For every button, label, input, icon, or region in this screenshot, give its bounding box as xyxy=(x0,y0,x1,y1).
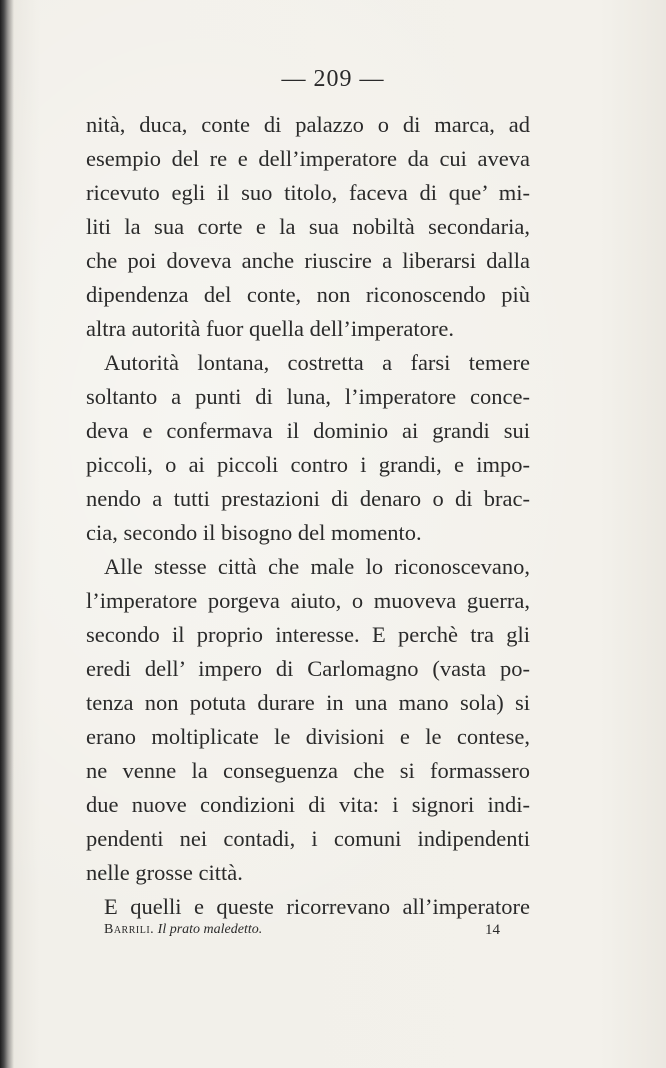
text-line: nelle grosse città. xyxy=(86,860,243,885)
text-line: l’imperatore porgeva aiuto, o muoveva guerra, xyxy=(86,588,530,613)
text-line: che poi doveva anche riuscire a liberarsi dalla xyxy=(86,248,530,273)
footer-book-title: Il prato maledetto. xyxy=(157,922,263,937)
footer-author: Barrili. xyxy=(104,922,155,937)
text-line: ne venne la conseguenza che si formassero xyxy=(86,758,530,783)
text-line: soltanto a punti di luna, l’imperatore conce- xyxy=(86,384,530,409)
footer-running-title xyxy=(104,922,262,939)
text-line: nendo a tutti prestazioni di denaro o di brac- xyxy=(86,486,530,511)
text-line: cia, secondo il bisogno del momento. xyxy=(86,520,422,545)
text-line: liti la sua corte e la sua nobiltà secondaria, xyxy=(86,214,530,239)
text-line: dipendenza del conte, non riconoscendo più xyxy=(86,282,530,307)
text-line: piccoli, o ai piccoli contro i grandi, e impo- xyxy=(86,452,530,477)
footer-signature-mark: 14 xyxy=(485,922,500,938)
text-line: pendenti nei contadi, i comuni indipendenti xyxy=(86,826,530,851)
text-line: E quelli e queste ricorrevano all’imperatore xyxy=(104,894,530,919)
text-line: secondo il proprio interesse. E perchè tra gli xyxy=(86,622,530,647)
text-line: altra autorità fuor quella dell’imperatore. xyxy=(86,316,454,341)
text-line: Autorità lontana, costretta a farsi temere xyxy=(104,350,530,375)
page-footer xyxy=(104,922,500,939)
text-line: due nuove condizioni di vita: i signori indi- xyxy=(86,792,530,817)
text-line: erano moltiplicate le divisioni e le contese, xyxy=(86,724,530,749)
text-line: nità, duca, conte di palazzo o di marca, ad xyxy=(86,112,530,137)
text-line: deva e confermava il dominio ai grandi sui xyxy=(86,418,530,443)
text-line: tenza non potuta durare in una mano sola) si xyxy=(86,690,530,715)
text-line: esempio del re e dell’imperatore da cui aveva xyxy=(86,146,530,171)
page-number: — 209 — xyxy=(281,66,385,92)
text-line: ricevuto egli il suo titolo, faceva di que’ mi- xyxy=(86,180,530,205)
text-line: eredi dell’ impero di Carlomagno (vasta po- xyxy=(86,656,530,681)
page-binding-shadow xyxy=(0,0,14,1068)
text-line: Alle stesse città che male lo riconoscevano, xyxy=(104,554,530,579)
body-text xyxy=(86,108,530,924)
